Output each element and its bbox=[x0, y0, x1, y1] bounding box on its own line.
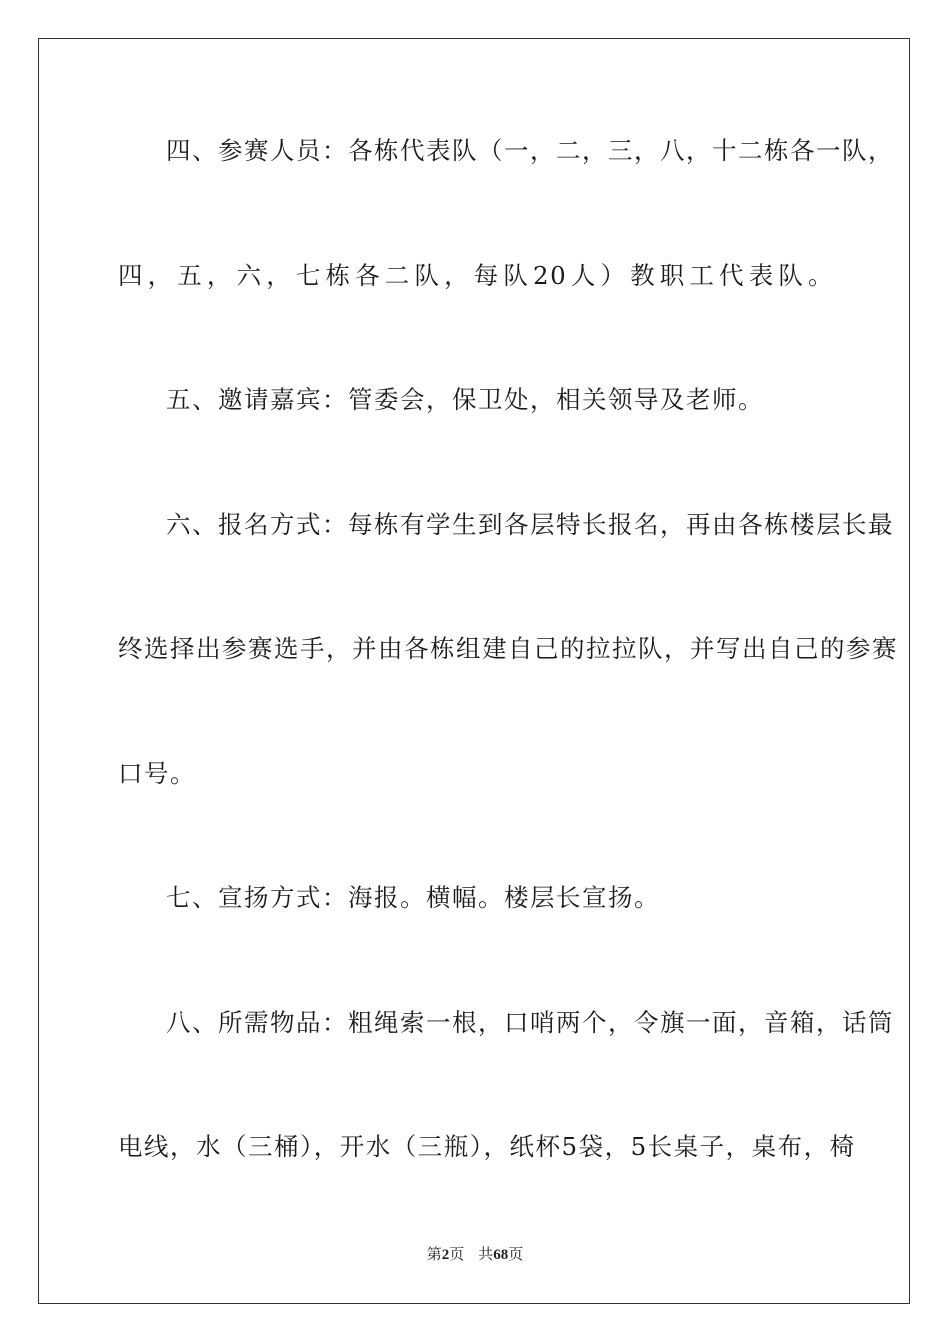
total-suffix: 页 bbox=[508, 1245, 524, 1263]
paragraph-line-supplies-cont: 电线，水（三桶），开水（三瓶），纸杯5袋，5长桌子，桌布，椅 bbox=[118, 1132, 856, 1161]
paragraph-line-registration: 六、报名方式：每栋有学生到各层特长报名，再由各栋楼层长最 bbox=[166, 510, 894, 539]
paragraph-line-supplies: 八、所需物品：粗绳索一根，口哨两个，令旗一面，音箱，话筒 bbox=[166, 1008, 894, 1037]
paragraph-line-guests: 五、邀请嘉宾：管委会，保卫处，相关领导及老师。 bbox=[166, 385, 764, 414]
paragraph-line-publicity: 七、宣扬方式：海报。横幅。楼层长宣扬。 bbox=[166, 883, 660, 912]
page-border bbox=[38, 38, 910, 1304]
paragraph-line-registration-end: 口号。 bbox=[118, 759, 196, 788]
page-number: 2 bbox=[441, 1247, 450, 1263]
page-footer bbox=[0, 1245, 950, 1264]
paragraph-line-participants: 四、参赛人员：各栋代表队（一，二，三，八，十二栋各一队， bbox=[166, 136, 894, 165]
paragraph-line-registration-cont: 终选择出参赛选手，并由各栋组建自己的拉拉队，并写出自己的参赛 bbox=[118, 634, 898, 663]
page-prefix: 第 bbox=[426, 1245, 442, 1263]
page-suffix: 页 bbox=[449, 1245, 465, 1263]
paragraph-line-participants-cont: 四，五，六，七栋各二队，每队20人）教职工代表队。 bbox=[118, 261, 834, 290]
total-pages: 68 bbox=[493, 1247, 509, 1263]
total-prefix: 共 bbox=[478, 1245, 494, 1263]
